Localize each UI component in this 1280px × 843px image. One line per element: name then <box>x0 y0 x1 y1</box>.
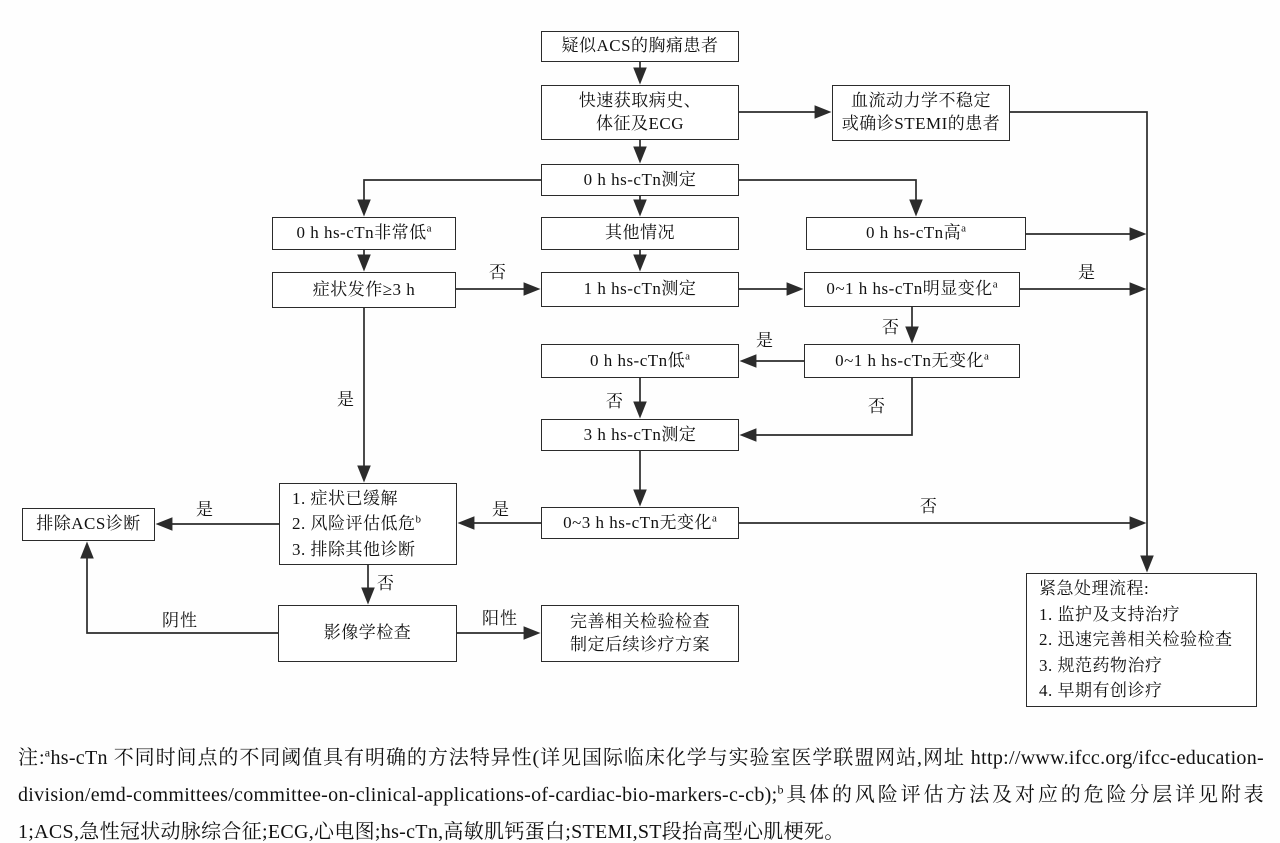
node-title: 紧急处理流程: <box>1039 579 1150 599</box>
node-label-line2: 制定后续诊疗方案 <box>570 634 710 654</box>
edge-label-yes-nochange03-to-resolved: 是 <box>492 500 510 519</box>
node-0h-hsctn-test <box>541 164 739 196</box>
footnote-marker-a: a <box>992 278 998 291</box>
node-0-3h-hsctn-no-change <box>541 507 739 539</box>
node-label: 0 h hs-cTn高$^a$ <box>865 222 967 243</box>
edge-label-yes-resolved-to-exclude: 是 <box>196 500 214 519</box>
node-label: 疑似ACS的胸痛患者 <box>561 36 719 56</box>
node-0-1h-hsctn-no-change <box>804 344 1020 378</box>
node-0h-hsctn-very-low <box>272 217 456 250</box>
node-label: 0 h hs-cTn非常低$^a$ <box>296 222 432 243</box>
footnote-marker-a: a <box>984 349 989 362</box>
footnote-marker-b: b <box>777 782 784 797</box>
node-label-line2: 体征及ECG <box>596 113 684 133</box>
node-0-1h-hsctn-significant-change <box>804 272 1020 307</box>
node-label-line1: 血流动力学不稳定 <box>851 91 991 111</box>
node-urgent-management-process <box>1026 573 1257 707</box>
node-label: 症状发作≥3 h <box>312 279 416 299</box>
node-item2: 2. 迅速完善相关检验检查 <box>1039 630 1233 650</box>
edge-label-no-nochange01-to-3h: 否 <box>868 397 886 416</box>
node-label-line2: 或确诊STEMI的患者 <box>841 114 1001 133</box>
edge-label-no-resolved-to-imaging: 否 <box>377 574 395 593</box>
footnote <box>18 740 1264 843</box>
node-symptom-onset-3h <box>272 272 456 308</box>
node-label: 0~1 h hs-cTn无变化$^a$ <box>835 349 989 370</box>
node-0h-hsctn-high <box>806 217 1026 250</box>
node-symptoms-resolved-lowrisk <box>279 483 457 565</box>
node-item1: 1. 监护及支持治疗 <box>1039 604 1180 624</box>
node-1h-hsctn-test <box>541 272 739 307</box>
node-obtain-history-ecg <box>541 85 739 140</box>
footnote-prefix: 注: <box>18 747 45 769</box>
edge-label-positive-imaging: 阳性 <box>482 609 518 628</box>
node-item1: 1. 症状已缓解 <box>292 488 398 508</box>
node-label-line1: 完善相关检验检查 <box>570 611 710 631</box>
edge-label-yes-change-to-urgent: 是 <box>1078 263 1096 282</box>
node-item3: 3. 排除其他诊断 <box>292 539 416 559</box>
node-0h-hsctn-low <box>541 344 739 378</box>
edge-label-negative-imaging: 阴性 <box>162 611 198 630</box>
node-label: 0 h hs-cTn低$^a$ <box>589 349 691 370</box>
node-label: 影像学检查 <box>323 623 412 643</box>
edge-label-yes-nochange01-to-low: 是 <box>756 331 774 350</box>
node-3h-hsctn-test <box>541 419 739 451</box>
footnote-marker-a: a <box>685 349 691 362</box>
footnote-marker-b: b <box>415 513 421 526</box>
footnote-marker-a: a <box>426 222 432 235</box>
node-label: 1 h hs-cTn测定 <box>583 279 697 299</box>
node-suspected-acs-patient <box>541 31 739 62</box>
edge-label-no-onset-to-1h: 否 <box>489 263 507 282</box>
footnote-marker-a: a <box>961 222 967 235</box>
node-label: 0~3 h hs-cTn无变化$^a$ <box>563 511 717 532</box>
node-item3: 3. 规范药物治疗 <box>1039 655 1163 675</box>
node-item2: 2. 风险评估低危$^b$ <box>292 513 421 534</box>
edge-label-no-low0-to-3h: 否 <box>606 392 624 411</box>
edge-label-no-change01: 否 <box>882 318 900 337</box>
node-item4: 4. 早期有创诊疗 <box>1039 681 1163 701</box>
edge-label-yes-onset-to-resolved: 是 <box>337 390 355 409</box>
node-complete-tests-plan <box>541 605 739 662</box>
footnote-part2: 具体的风险评估方法及对应的危险分层详见附表1;ACS,急性冠状动脉综合征;ECG,心电图;hs-cTn,高敏肌钙蛋白;STEMI,ST段抬高型心肌梗死。 <box>18 784 1264 843</box>
node-exclude-acs-diagnosis <box>22 508 155 541</box>
node-label: 排除ACS诊断 <box>36 514 141 534</box>
footnote-marker-a: a <box>44 745 51 760</box>
node-label: 0 h hs-cTn测定 <box>583 169 697 189</box>
node-label: 其他情况 <box>605 223 675 243</box>
footnote-part1: hs-cTn 不同时间点的不同阈值具有明确的方法特异性(详见国际临床化学与实验室医学联盟网站,网址 http://www.ifcc.org/ifcc-education-division/emd-committees/committee-on-clinical-applications-of-cardiac-bio-markers-c-cb); <box>18 747 1264 806</box>
node-label-line1: 快速获取病史、 <box>578 90 702 110</box>
node-imaging-examination <box>278 605 457 662</box>
footnote-marker-a: a <box>712 511 717 524</box>
node-label: 0~1 h hs-cTn明显变化$^a$ <box>826 278 998 299</box>
node-hemodynamic-unstable-stemi <box>832 85 1010 141</box>
node-label: 3 h hs-cTn测定 <box>583 424 697 444</box>
node-other-situations <box>541 217 739 250</box>
edge-label-no-nochange03-to-urgent: 否 <box>920 497 938 516</box>
